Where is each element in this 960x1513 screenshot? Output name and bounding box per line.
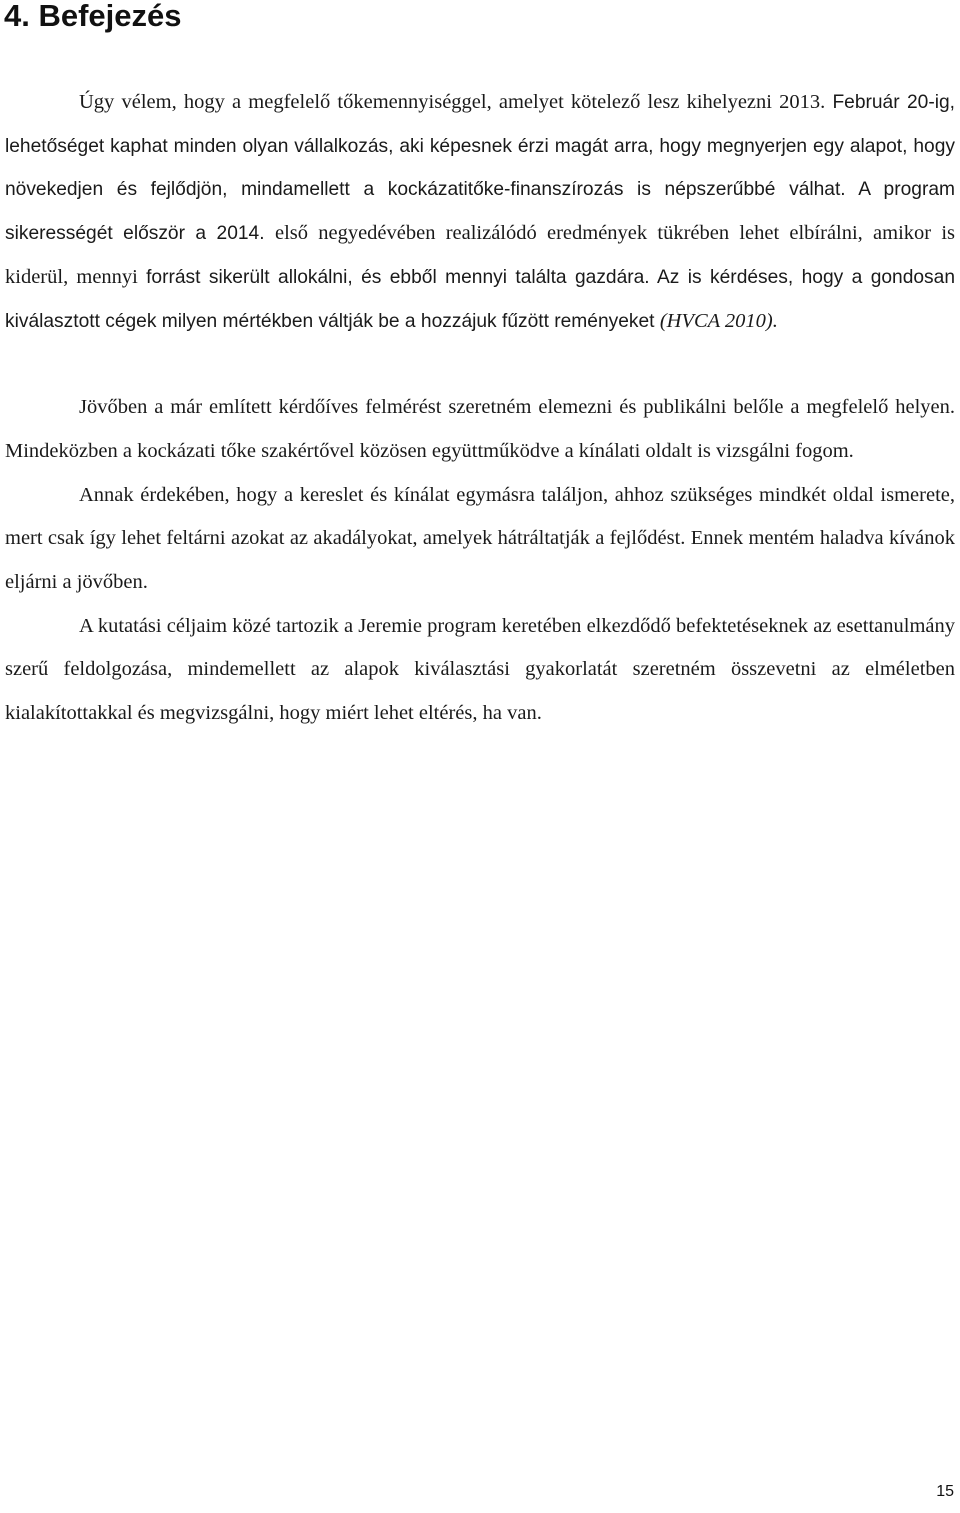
paragraph-1-part-3: első negyedévében realizálódó eredmények tükrében lehet elbírálni, amikor is kiderül, mennyi <box>5 222 955 288</box>
page-number: 15 <box>936 1483 954 1500</box>
paragraph-1-part-2: Február 20-ig, lehetőséget kaphat minden olyan vállalkozás, aki képesnek érzi magát arra, hogy megnyerjen egy alapot, hogy növekedjen és fejlődjön, mindamellett a kockázatitőke-finanszírozás is népszerűbbé válhat. A program sikerességét először a 2014. <box>5 92 955 245</box>
section-heading: 4. Befejezés <box>4 0 182 33</box>
paragraph-gap <box>5 343 955 386</box>
paragraph-1-part-1: Úgy vélem, hogy a megfelelő tőkemennyiséggel, amelyet kötelező lesz kihelyezni 2013. <box>79 91 833 113</box>
paragraph-2: Jövőben a már említett kérdőíves felmérést szeretném elemezni és publikálni belőle a megfelelő helyen. Mindeközben a kockázati tőke szakértővel közösen együttműködve a kínálati oldalt is vizsgálni fogom. <box>5 396 955 462</box>
paragraph-1-part-4: forrást sikerült allokálni, és ebből mennyi találta gazdára. Az is kérdéses, hogy a gondosan kiválasztott cégek milyen mértékben váltják be a hozzájuk fűzött reményeket <box>5 266 955 332</box>
body-text <box>5 81 955 736</box>
paragraph-4: A kutatási céljaim közé tartozik a Jeremie program keretében elkezdődő befektetéseknek az esettanulmány szerű feldolgozása, mindemellett az alapok kiválasztási gyakorlatát szeretném összevetni az elméletben kialakítottakkal és megvizsgálni, hogy miért lehet eltérés, ha van. <box>5 614 955 725</box>
citation: (HVCA 2010). <box>659 309 778 332</box>
paragraph-1 <box>5 81 955 343</box>
paragraph-3: Annak érdekében, hogy a kereslet és kínálat egymásra találjon, ahhoz szükséges mindkét oldal ismerete, mert csak így lehet feltárni azokat az akadályokat, amelyek hátráltatják a fejlődést. Ennek mentém haladva kívánok eljárni a jövőben. <box>5 483 955 594</box>
